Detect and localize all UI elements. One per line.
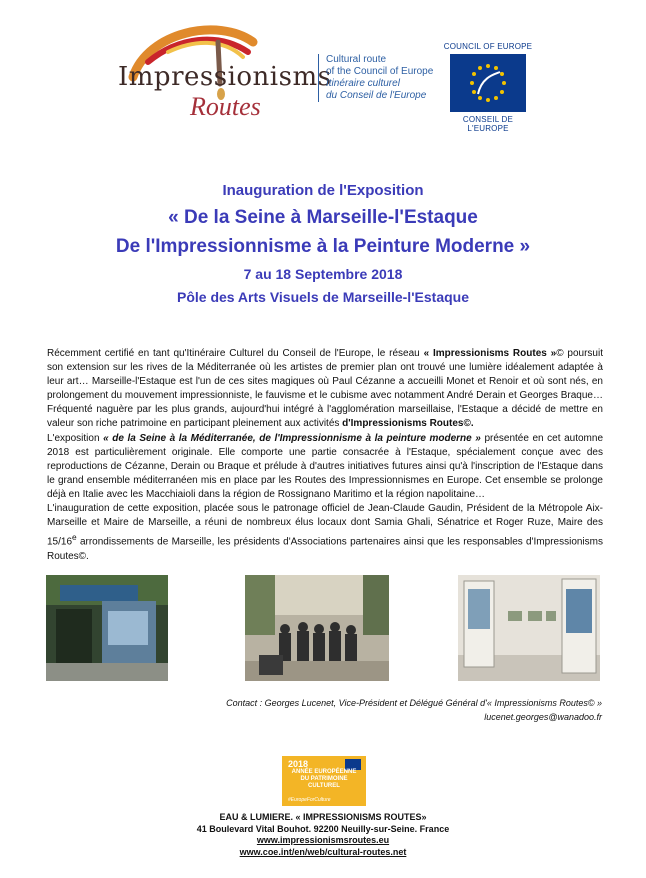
exhibition-venue: Pôle des Arts Visuels de Marseille-l'Estaque (176, 289, 469, 305)
contact-email[interactable]: lucenet.georges@wanadoo.fr (484, 712, 602, 722)
contact-block (180, 696, 602, 724)
coe-label-fr: CONSEIL DE L'EUROPE (462, 115, 514, 133)
logo-wordmark: Impressionisms (118, 62, 332, 92)
logo-wordmark-routes: Routes (190, 92, 261, 121)
photo-inauguration-crowd (245, 575, 389, 681)
badge-year: 2018 (288, 759, 309, 769)
badge-hashtag: #EuropeForCulture (288, 797, 331, 803)
route-en-line-1: Cultural route (326, 54, 387, 65)
paragraph-exhibition: L'exposition « de la Seine à la Méditerranée, de l'Impressionnisme à la peinture moderne » présentée en cet automne 2018 est particulièrement originale. Elle comporte une partie consacrée à l'Estaque, spécialement conçue avec des reproductions de Cézanne, Derain ou Braque et prélude à d'autres initiatives futures ainsi qu'à l'inscription de l'Estaque dans le grand ensemble méditerranéen mis en place par les Routes des Impressionnismes en Europe. Cet ensemble se prolonge déjà en Italie avec les Macchiaioli dans la région de Rossignano Maritimo et la région napolitaine… (47, 432, 604, 500)
footer (0, 812, 646, 858)
paragraph-intro: Récemment certifié en tant qu'Itinéraire Culturel du Conseil de l'Europe, le réseau « Impressionisms Routes »© poursuit son extension sur les rives de la Méditerranée où les artistes de premier plan ont trouvé une lumière idéalement adaptée à leur art… Marseille-l'Estaque est l'un de ces sites magiques où Paul Cézanne a accueilli Monet et Renoir et où sont nés, en prolongement du mouvement impressionniste, le fauvisme et le cubisme avec notamment André Derain et Georges Braque… Fréquenté naguère par les plus grands, aujourd'hui intégré à l'agglomération marseillaise, l'Estaque a décidé de mettre en valeur son riche patrimoine en participant pleinement aux activités d'Impressionisms Routes©. (47, 348, 603, 430)
footer-website-link-1[interactable]: www.impressionismsroutes.eu (256, 835, 390, 845)
photo-exhibition-entrance (46, 575, 168, 681)
title-exhibition-line-2: De l'Impressionnisme à la Peinture Moderne » (115, 236, 531, 257)
eu-flag-icon (450, 54, 526, 112)
coe-label-en: COUNCIL OF EUROPE (443, 42, 533, 51)
footer-address: 41 Boulevard Vital Bouhot. 92200 Neuilly-sur-Seine. France (196, 823, 450, 834)
impressionisms-routes-logo (108, 22, 332, 132)
footer-org: EAU & LUMIERE. « IMPRESSIONISMS ROUTES» (219, 812, 427, 822)
route-fr-line-2: du Conseil de l'Europe (326, 90, 427, 101)
title-inauguration: Inauguration de l'Exposition (222, 182, 424, 199)
footer-website-link-2[interactable]: www.coe.int/en/web/cultural-routes.net (239, 846, 407, 857)
photo-exhibition-room (458, 575, 600, 681)
cultural-route-label (318, 54, 446, 102)
exhibition-dates: 7 au 18 Septembre 2018 (243, 266, 403, 282)
title-exhibition-line-1: « De la Seine à Marseille-l'Estaque (168, 207, 478, 228)
route-fr-line-1: Itinéraire culturel (326, 78, 400, 89)
european-heritage-year-badge (282, 756, 366, 806)
badge-text: ANNÉE EUROPÉENNE DU PATRIMOINE CULTUREL (291, 769, 357, 789)
paragraph-inauguration: L'inauguration de cette exposition, placée sous le patronage officiel de Jean-Claude Gaudin, Président de la Métropole Aix-Marseille et Maire de Marseille, a réuni de nombreux élus locaux dont Samia Ghali, Sénatrice et Roger Ruze, Maire des 15/16e arrondissements de Marseille, les présidents d'Associations partenaires ainsi que les responsables d'Impressionisms Routes©. (47, 503, 603, 562)
press-release-body (47, 347, 603, 564)
council-of-europe-logo (442, 42, 534, 132)
route-en-line-2: of the Council of Europe (326, 66, 434, 77)
contact-line: Contact : Georges Lucenet, Vice-Président et Délégué Général d'« Impressionisms Routes© » (226, 698, 602, 708)
